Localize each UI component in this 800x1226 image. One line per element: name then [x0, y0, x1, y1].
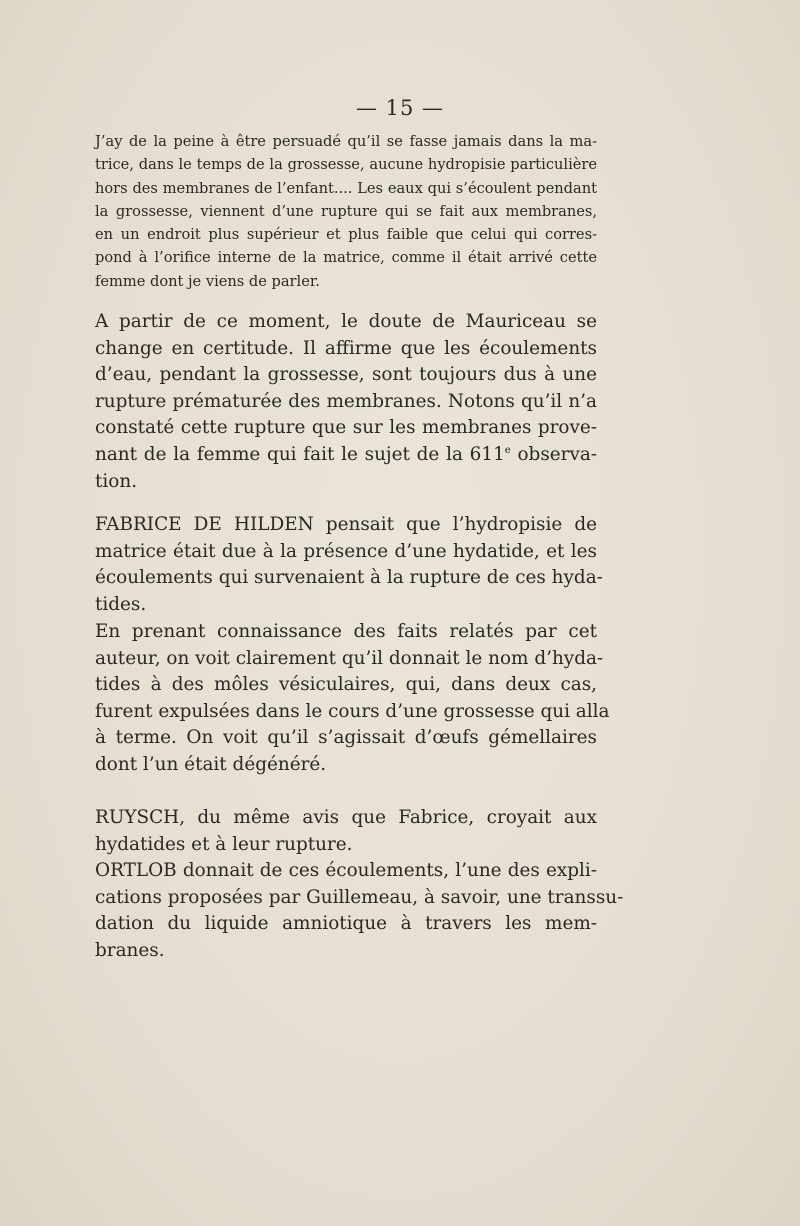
quote-line: pond à l’orifice interne de la matrice, comme il était arrivé cette [95, 249, 597, 267]
paragraph-line: FABRICE DE HILDEN pensait que l’hydropisie de [95, 514, 597, 535]
paragraph-line: A partir de ce moment, le doute de Mauriceau se [95, 311, 597, 332]
paragraph-ruysch [95, 805, 597, 858]
paragraph-hydatides [95, 619, 610, 779]
paragraph-line: branes. [95, 939, 165, 961]
quote-line: trice, dans le temps de la grossesse, aucune hydropisie particulière [95, 156, 597, 174]
quote-line: hors des membranes de l’enfant.... Les eaux qui s’écoulent pendant [95, 179, 597, 197]
paragraph-line: tides. [95, 593, 147, 615]
paragraph-line: En prenant connaissance des faits relatés par cet [95, 621, 597, 642]
ordinal-superscript: e [504, 444, 511, 456]
paragraph-line: dation du liquide amniotique à travers les mem- [95, 913, 597, 935]
line-text-suffix: observa- [510, 443, 598, 465]
paragraph-line: à terme. On voit qu’il s’agissait d’œufs gémellaires [95, 727, 597, 749]
paragraph-ortlob [95, 858, 624, 964]
paragraph-line: constaté cette rupture que sur les membranes prove- [95, 417, 597, 439]
paragraph-line: tides à des môles vésiculaires, qui, dans deux cas, [95, 674, 597, 696]
quote-line: femme dont je viens de parler. [95, 272, 320, 290]
paragraph-line: tion. [95, 470, 138, 492]
paragraph-line: matrice était due à la présence d’une hydatide, et les [95, 540, 597, 562]
paragraph-line: RUYSCH, du même avis que Fabrice, croyait aux [95, 807, 597, 828]
paragraph-line: d’eau, pendant la grossesse, sont toujours dus à une [95, 364, 597, 386]
paragraph-line: hydatides et à leur rupture. [95, 833, 353, 855]
paragraph-line: cations proposées par Guillemeau, à savoir, une transsu- [95, 886, 624, 908]
paragraph-line: change en certitude. Il affirme que les écoulements [95, 337, 597, 359]
paragraph-line: ORTLOB donnait de ces écoulements, l’une des expli- [95, 860, 597, 881]
paragraph-line: auteur, on voit clairement qu’il donnait le nom d’hyda- [95, 647, 604, 669]
quotation-block [95, 130, 597, 293]
paragraph-line: dont l’un était dégénéré. [95, 753, 327, 775]
paragraph-mauriceau [95, 309, 597, 495]
quote-line: en un endroit plus supérieur et plus faible que celui qui corres- [95, 226, 597, 244]
paragraph-line: écoulements qui survenaient à la rupture de ces hyda- [95, 567, 603, 589]
line-text: nant de la femme qui fait le sujet de la 611 [95, 443, 505, 465]
paragraph-fabrice-de-hilden [95, 512, 603, 618]
paragraph-line-with-superscript [95, 442, 597, 469]
quote-line: la grossesse, viennent d’une rupture qui se fait aux membranes, [95, 202, 597, 220]
page-number: — 15 — [355, 96, 445, 120]
paragraph-line: furent expulsées dans le cours d’une grossesse qui alla [95, 700, 610, 722]
quote-line: J’ay de la peine à être persuadé qu’il se fasse jamais dans la ma- [95, 133, 597, 150]
paragraph-line: rupture prématurée des membranes. Notons qu’il n’a [95, 390, 597, 412]
